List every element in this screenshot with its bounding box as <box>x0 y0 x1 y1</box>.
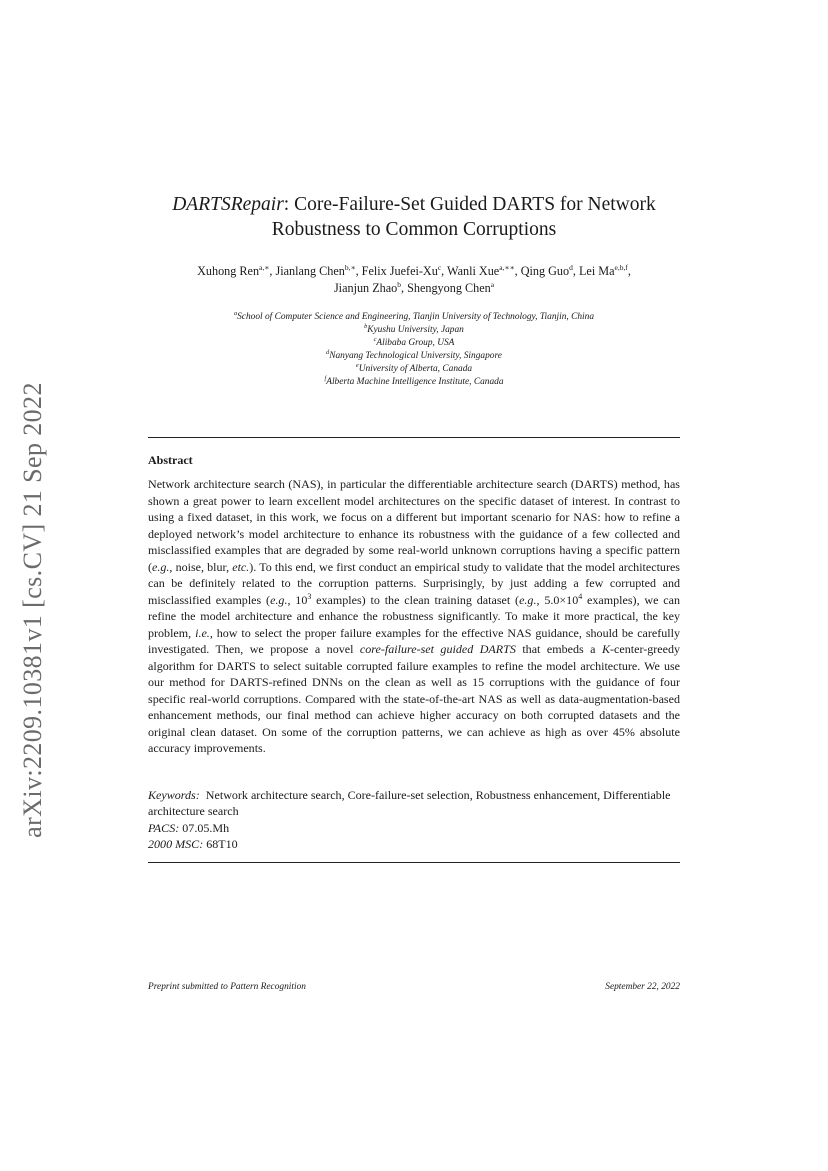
arxiv-identifier <box>12 365 54 855</box>
abstract-heading: Abstract <box>148 453 193 467</box>
msc-value: 68T10 <box>206 837 238 852</box>
preprint-date: September 22, 2022 <box>605 982 680 992</box>
author-name: Lei Ma <box>578 264 615 278</box>
author-name: Felix Juefei-Xu <box>361 264 438 278</box>
abstract-segment: examples), we can refine the model architecture and enhance the robustness significantly. To make it more practical, the key problem, <box>148 592 680 640</box>
keywords <box>148 787 680 820</box>
affiliation-marker: c <box>373 336 377 344</box>
author-marker: a,∗∗ <box>499 263 515 272</box>
affiliation <box>148 324 680 337</box>
abstract-segment: examples) to the clean training dataset ( <box>311 592 520 607</box>
arxiv-identifier-text: arXiv:2209.10381v1 [cs.CV] 21 Sep 2022 <box>18 382 47 838</box>
affiliation <box>148 363 680 376</box>
paper-title <box>148 192 680 242</box>
abstract-italic: e.g. <box>519 592 537 607</box>
author-marker: c <box>437 263 442 272</box>
abstract-italic: e.g. <box>152 559 170 574</box>
abstract-segment: , 10 <box>287 592 308 607</box>
abstract-segment: , 5.0×10 <box>536 592 579 607</box>
affiliation-text: School of Computer Science and Engineering, Tianjin University of Technology, Tianjin, China <box>237 312 595 322</box>
author-marker: b,∗ <box>344 263 356 272</box>
affiliation-marker: f <box>324 375 327 383</box>
affiliation-text: University of Alberta, Canada <box>358 364 473 375</box>
author-marker: b <box>397 280 401 289</box>
affiliation <box>148 350 680 363</box>
author-marker: a <box>490 280 495 289</box>
abstract-segment: -center-greedy algorithm for DARTS to select suitable corrupted failure examples to refine the model architecture. We use our method for DARTS-refined DNNs on the clean as well as 15 corruptions with the guidance of four specific real-world corruptions. Compared with the state-of-the-art NAS as well as data-augmentation-based enhancement methods, our final method can achieve higher accuracy on both corrupted datasets and the original clean dataset. On some of the corruption patterns, we can achieve as high as over 45% absolute accuracy improvements. <box>148 642 680 755</box>
author-name: Jianlang Chen <box>275 264 345 278</box>
affiliation-text: Alibaba Group, USA <box>376 338 455 349</box>
author-list: Xuhong Ren$^{a,∗}$, Jianlang Chen$^{b,∗}$, Felix Juefei-Xu$^c$, Wanli Xue$^{a,∗∗}$, Qing Guo$^d$, Lei Ma$^{e,b,f}$, Jianjun Zhao$^b$, Shengyong Chen$^a$ <box>197 263 631 295</box>
affiliation-marker: e <box>355 362 359 370</box>
keywords-value: Network architecture search, Core-failure-set selection, Robustness enhancement, Differentiable architecture search <box>148 788 671 819</box>
abstract-exponent: 4 <box>578 591 583 601</box>
pacs-code <box>148 820 680 836</box>
title-system-name: DARTSRepair <box>172 194 284 215</box>
paper-metadata <box>148 787 680 853</box>
abstract-method-name: core-failure-set guided DARTS <box>359 642 516 656</box>
bottom-divider <box>148 862 680 863</box>
affiliation-text: Kyushu University, Japan <box>367 325 464 336</box>
abstract-italic: i.e. <box>195 625 210 640</box>
affiliation-marker: b <box>364 323 368 331</box>
abstract-italic: K <box>601 642 611 656</box>
abstract-italic: etc. <box>232 559 250 574</box>
affiliation <box>148 311 680 324</box>
pacs-value: 07.05.Mh <box>182 820 230 835</box>
abstract-text <box>148 476 680 757</box>
affiliation-text: Nanyang Technological University, Singapore <box>329 351 502 362</box>
pacs-label: PACS: <box>148 820 180 835</box>
msc-label: 2000 MSC: <box>148 837 204 852</box>
msc-code <box>148 836 680 852</box>
title-line-2: Robustness to Common Corruptions <box>271 219 557 240</box>
affiliation-text: Alberta Machine Intelligence Institute, Canada <box>326 377 504 388</box>
author-name: Wanli Xue <box>447 264 500 278</box>
affiliation-marker: d <box>326 349 330 357</box>
author-marker: e,b,f <box>614 263 628 272</box>
abstract-segment: , noise, blur, <box>169 559 233 574</box>
author-name: Shengyong Chen <box>407 281 491 295</box>
author-marker: a,∗ <box>259 263 270 272</box>
author-name: Qing Guo <box>520 264 570 278</box>
abstract-segment: that embeds a <box>515 642 602 656</box>
abstract-segment: , how to select the proper failure examples for the effective NAS guidance, should be carefully investigated. Then, we propose a novel <box>148 625 680 656</box>
abstract-exponent: 3 <box>307 591 312 601</box>
keywords-label: Keywords: <box>148 788 200 802</box>
author-name: Jianjun Zhao <box>333 281 398 295</box>
author-marker: d <box>569 263 573 272</box>
affiliation <box>148 376 680 389</box>
affiliation-marker: a <box>233 310 238 317</box>
top-divider <box>148 437 680 438</box>
abstract-italic: e.g. <box>270 592 288 607</box>
title-rest: : Core-Failure-Set Guided DARTS for Network <box>283 194 656 215</box>
affiliation-list <box>148 311 680 390</box>
affiliation <box>148 337 680 350</box>
preprint-note: Preprint submitted to Pattern Recognition <box>148 982 306 992</box>
author-name: Xuhong Ren <box>197 264 260 278</box>
abstract-segment: ). To this end, we first conduct an empirical study to validate that the model architectures can be definitely related to the corruption patterns. Surprisingly, by just adding a few corrupted and misclassified examples ( <box>148 559 680 607</box>
abstract-segment: Network architecture search (NAS), in particular the differentiable architecture search (DARTS) method, has shown a great power to learn excellent model architectures on the specific dataset of interest. In contrast to using a fixed dataset, in this work, we focus on a different but important scenario for NAS: how to refine a deployed network’s model architecture to enhance its robustness with the guidance of a few collected and misclassified examples that are degraded by some real-world unknown corruptions having a specific pattern ( <box>148 477 680 574</box>
